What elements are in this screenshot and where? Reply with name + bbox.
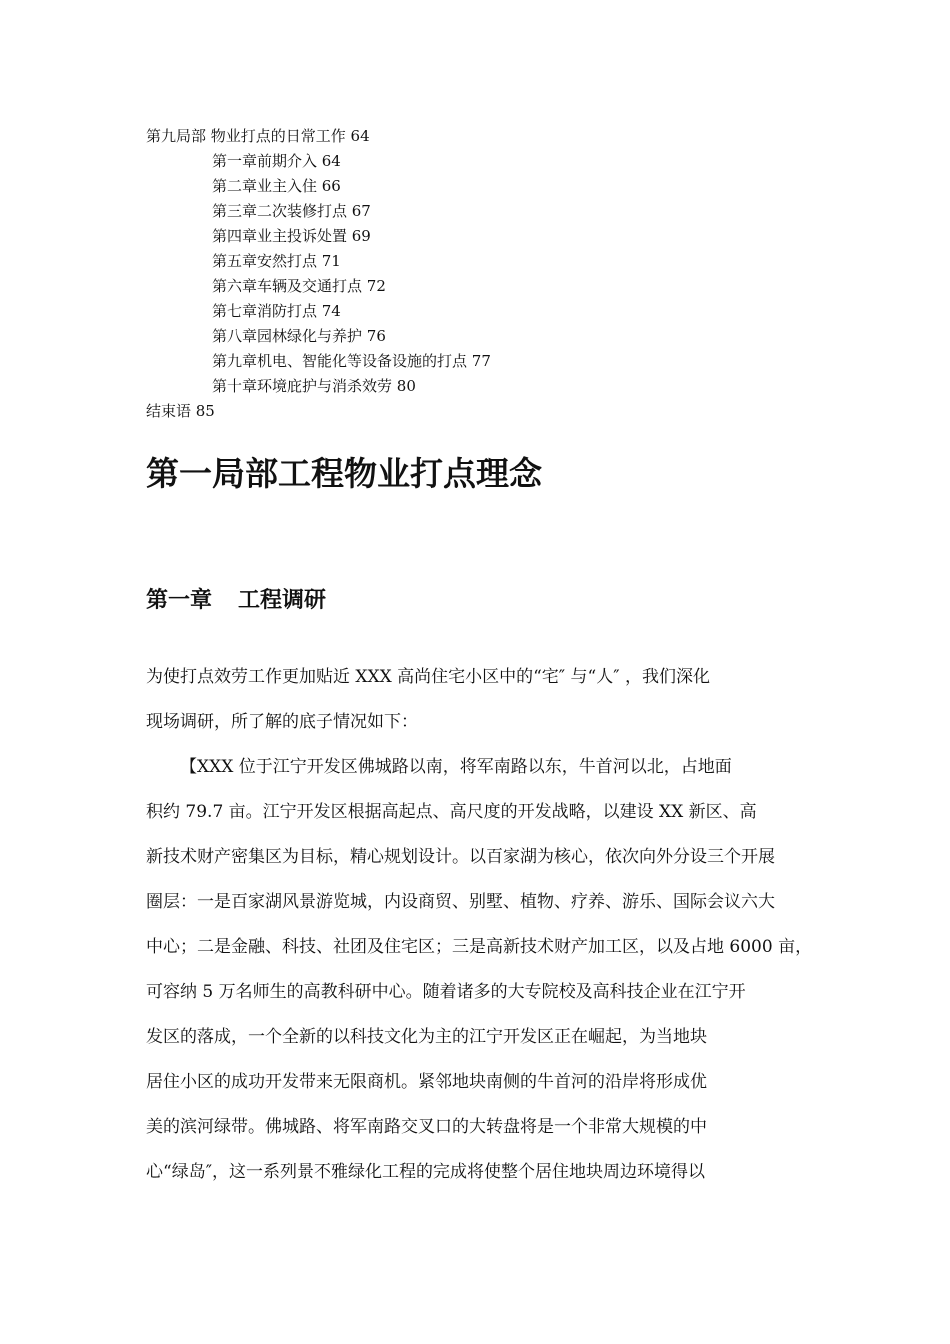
paragraph-line: 积约 79.7 亩。江宁开发区根据高起点、高尺度的开发战略，以建设 XX 新区、高 [146,802,757,822]
chapter-heading [146,585,326,617]
paragraph-line: 发区的落成，一个全新的以科技文化为主的江宁开发区正在崛起，为当地块 [146,1027,707,1047]
toc-entry[interactable]: 第八章园林绿化与养护 76 [212,327,386,345]
toc-entry[interactable]: 第十章环境庇护与消杀效劳 80 [212,377,416,395]
toc-entry[interactable]: 第一章前期介入 64 [212,152,341,170]
paragraph-line: 【XXX 位于江宁开发区佛城路以南，将军南路以东，牛首河以北，占地面 [180,757,732,777]
paragraph-line: 新技术财产密集区为目标，精心规划设计。以百家湖为核心，依次向外分设三个开展 [146,847,775,867]
toc-entry[interactable]: 第七章消防打点 74 [212,302,341,320]
chapter-number: 第一章 [146,588,213,613]
toc-entry[interactable]: 第九章机电、智能化等设备设施的打点 77 [212,352,491,370]
part-title: 第一局部工程物业打点理念 [146,454,542,493]
paragraph-line: 为使打点效劳工作更加贴近 XXX 高尚住宅小区中的“宅″ 与“人″ ，我们深化 [146,667,711,687]
chapter-title: 工程调研 [238,588,327,613]
toc-entry[interactable]: 第四章业主投诉处置 69 [212,227,371,245]
paragraph-line: 可容纳 5 万名师生的高教科研中心。随着诸多的大专院校及高科技企业在江宁开 [146,982,746,1002]
toc-entry[interactable]: 第五章安然打点 71 [212,252,341,270]
paragraph-line: 美的滨河绿带。佛城路、将军南路交叉口的大转盘将是一个非常大规模的中 [146,1117,707,1137]
paragraph-line: 圈层：一是百家湖风景游览城，内设商贸、别墅、植物、疗养、游乐、国际会议六大 [146,892,775,912]
paragraph-line: 居住小区的成功开发带来无限商机。紧邻地块南侧的牛首河的沿岸将形成优 [146,1072,707,1092]
toc-entry[interactable]: 结束语 85 [146,402,215,420]
paragraph-line: 中心；二是金融、科技、社团及住宅区；三是高新技术财产加工区，以及占地 6000 亩， [146,937,813,957]
toc-entry[interactable]: 第六章车辆及交通打点 72 [212,277,386,295]
toc-entry[interactable]: 第三章二次装修打点 67 [212,202,371,220]
toc-entry[interactable]: 第二章业主入住 66 [212,177,341,195]
paragraph-line: 现场调研，所了解的底子情况如下： [146,712,418,732]
toc-entry[interactable]: 第九局部 物业打点的日常工作 64 [146,127,370,145]
paragraph-line: 心“绿岛″，这一系列景不雅绿化工程的完成将使整个居住地块周边环境得以 [146,1162,706,1182]
body-text [146,660,816,1200]
table-of-contents [146,124,826,424]
